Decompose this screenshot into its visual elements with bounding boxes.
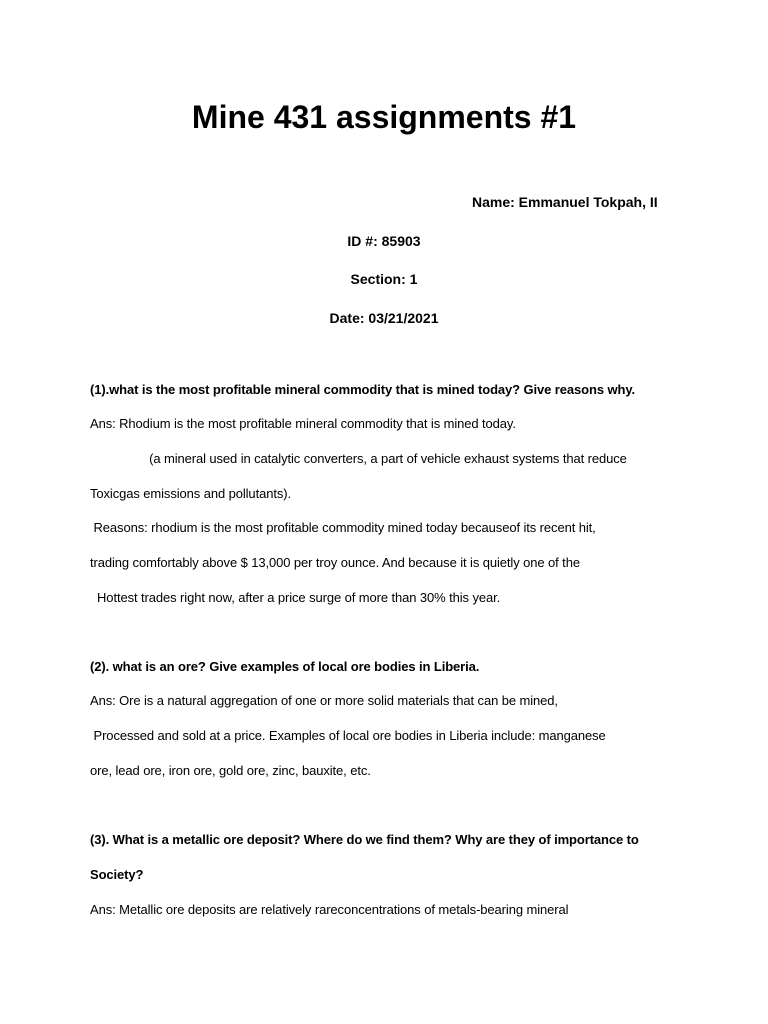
answer-2-line: ore, lead ore, iron ore, gold ore, zinc, bauxite, etc. [90, 763, 371, 778]
document-title: Mine 431 assignments #1 [191, 99, 577, 135]
question-1: (1).what is the most profitable mineral commodity that is mined today? Give reasons why. [90, 382, 636, 397]
answer-1-line: (a mineral used in catalytic converters, a part of vehicle exhaust systems that reduce [121, 451, 627, 466]
assignment-date: Date: 03/21/2021 [329, 310, 439, 326]
answer-3-line: Ans: Metallic ore deposits are relatively rareconcentrations of metals-bearing mineral [90, 902, 569, 917]
answer-1-line: trading comfortably above $ 13,000 per troy ounce. And because it is quietly one of the [90, 555, 580, 570]
answer-1-line: Hottest trades right now, after a price surge of more than 30% this year. [90, 590, 501, 605]
section-number: Section: 1 [350, 271, 418, 287]
answer-2-line: Processed and sold at a price. Examples of local ore bodies in Liberia include: manganese [90, 728, 606, 743]
question-3: (3). What is a metallic ore deposit? Where do we find them? Why are they of importance to [90, 832, 639, 847]
answer-1-line: Ans: Rhodium is the most profitable mineral commodity that is mined today. [90, 416, 516, 431]
answer-2-line: Ans: Ore is a natural aggregation of one or more solid materials that can be mined, [90, 693, 558, 708]
question-3-continued: Society? [90, 867, 144, 882]
answer-1-line: Reasons: rhodium is the most profitable commodity mined today becauseof its recent hit, [90, 520, 596, 535]
student-name: Name: Emmanuel Tokpah, II [472, 194, 658, 210]
question-2: (2). what is an ore? Give examples of local ore bodies in Liberia. [90, 659, 480, 674]
answer-1-line: Toxicgas emissions and pollutants). [90, 486, 291, 501]
student-id: ID #: 85903 [347, 233, 421, 249]
